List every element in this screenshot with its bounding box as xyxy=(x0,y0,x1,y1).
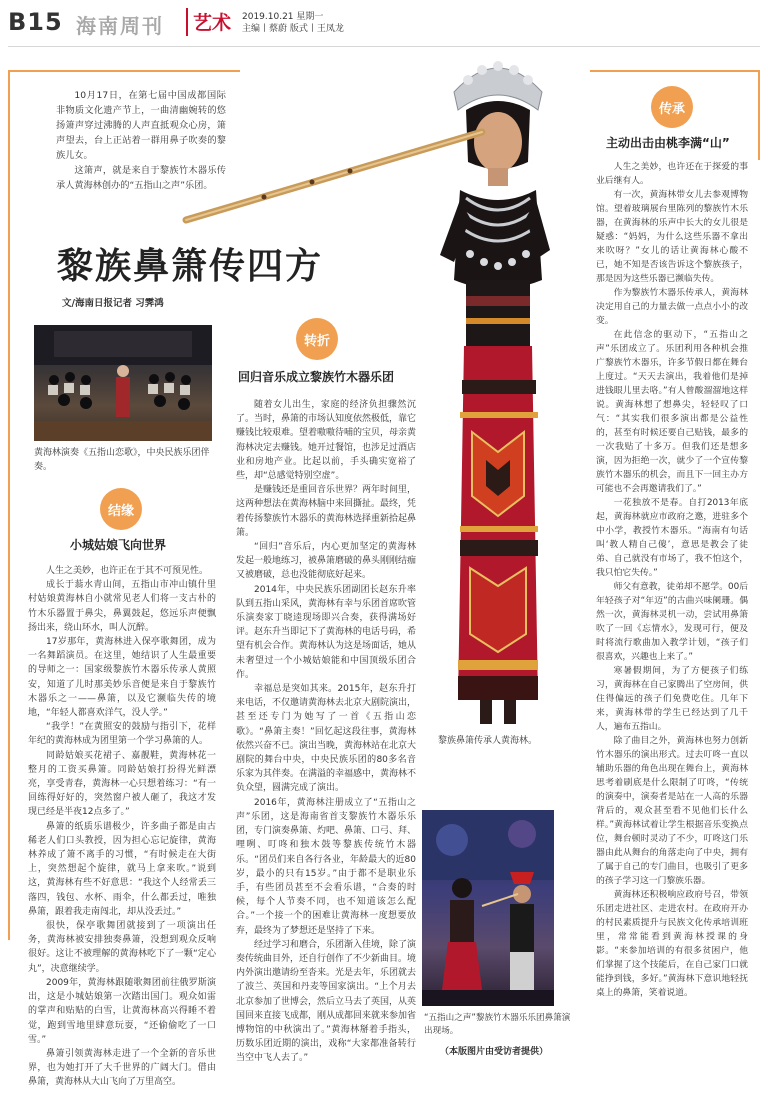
article-column-left xyxy=(28,564,216,1104)
issue-meta xyxy=(242,11,344,35)
header-rule xyxy=(8,46,760,47)
page-header xyxy=(0,0,768,44)
article-column-middle xyxy=(236,398,416,1108)
section-badge-chuancheng: 传承 xyxy=(651,86,693,128)
paragraph: 人生之美妙，也许还在于探爱的事业后继有人。 xyxy=(596,162,748,186)
stage-photo-caption: “五指山之声”黎族竹木器乐乐团鼻箫演出现场。 xyxy=(424,1013,571,1036)
paragraph: 2009年，黄海林跟随歌舞团前往俄罗斯演出，这是小城姑娘第一次踏出国门。观众如雷的掌声和贴贴的白雪，让黄海林高兴得睡不着觉，跑到雪地里肆意玩耍，“还偷偷吃了一口雪。” xyxy=(28,977,216,1045)
paragraph: 同龄姑娘买花裙子、嘉靓鞋，黄海林花一整月的工资买鼻箫。同龄姑娘打扮得光鲜漂亮，享受青春，黄海林一心只想着练习：“有一回练得好好的，突然窗户被人砸了，我这才发现已经是半夜12点多了。” xyxy=(28,750,216,818)
issue-date: 2019.10.21 星期一 xyxy=(242,12,324,22)
paragraph: 除了曲目之外，黄海林也努力创新竹木器乐的演出形式。过去叮咚一直以辅助乐器的角色出现在舞台上，黄海林思考着刷底是什么限制了叮咚，“传统的演奏中，演奏者是站在一人高的乐器背后的，观众甚至看不见他们长什么样。”黄海林试着让学生根据音乐变换点位，舞台顿时灵动了不少，叮咚这门乐器由此从舞台的角落走向了中央，拥有了属于自己的专门曲目，也吸引了更多的孩子学习这一门黎族乐器。 xyxy=(596,736,748,886)
stage-illustration xyxy=(422,810,554,1006)
intro-paragraph: 10月17日，在第七届中国成都国际非物质文化遗产节上，一曲清幽婉转的悠扬箫声穿过沸腾的人声直抵观众心房，箫声望去，台上正站着一群用鼻子吹奏的黎族儿女。 xyxy=(56,90,226,161)
paragraph: 人生之美妙，也许正在于其不可预见性。 xyxy=(46,566,209,576)
paragraph: 成长于蓊水青山间，五指山市冲山镇什里村姑娘黄海林自小就常见老人们将一支古朴的竹木乐器置于鼻尖，鼻翼鼓起，悠远乐声便飘扬出来，绕山环水，叫人沉醉。 xyxy=(28,580,216,633)
paragraph: “回归”音乐后，内心更加坚定的黄海林发起一般地练习，被鼻箫磨破的鼻头刚刚结痂又被磨破，总也没能彻底好起来。 xyxy=(236,542,416,581)
paragraph: 寒暑假期间，为了方便孩子们练习，黄海林在自己家腾出了空房间，供住得偏远的孩子们免费吃住。几年下来，黄海林带的学生已经达到了几千人，遍布五指山。 xyxy=(596,666,748,732)
section-badge-zhuanzhe: 转折 xyxy=(296,318,338,360)
left-frame-line xyxy=(8,70,12,940)
paragraph: “我学！”在黄照安的鼓励与指引下，花样年纪的黄海林成为团里第一个学习鼻箫的人。 xyxy=(28,722,216,747)
paragraph: 师父有意教，徒弟却不愿学。00后年轻孩子对“年迈”的古曲兴味阑珊。偶然一次，黄海林灵机一动，尝试用鼻箫吹了一回《忘情水》，发现可行，便及时将流行歌曲加入教学计划，“孩子们很喜欢，兴趣也上来了。” xyxy=(596,582,748,662)
headline: 黎族鼻箫传四方 xyxy=(57,245,324,287)
section-title-middle: 回归音乐成立黎族竹木器乐团 xyxy=(238,370,395,384)
paragraph: 鼻箫引领黄海林走进了一个全新的音乐世界，也为她打开了大千世界的广阔大门。借由鼻箫，黄海林从大山飞向了万里高空。 xyxy=(28,1048,216,1088)
main-photo-caption: 黎族鼻箫传承人黄海林。 xyxy=(438,736,538,746)
section-title-right: 主动出击由桃李满“山” xyxy=(606,136,730,150)
section-name: 艺术 xyxy=(193,12,232,34)
paragraph: 经过学习和磨合，乐团渐入佳境，除了演奏传统曲目外，还自行创作了不少新曲目。境内外演出邀请纷至沓来。光是去年，乐团就去了波兰、英国和丹麦等国家演出。“上个月去北京参加了世博会，然后立马去了英国，从英国回来直接飞成都，刚从成都回来就来参加省博物馆的中秋演出了。”黄海林掰着手指头，历数乐团近期的演出，戏称“大家都准备转行当空中飞人去了。” xyxy=(236,939,416,1064)
paragraph: 2014年，中央民族乐团副团长赵东升率队到五指山采风，黄海林有幸与乐团首席吹管乐演奏家丁晓逵现场即兴合奏，获得满场好评。赵东升当即记下了黄海林的电话号码，希望有机会合作。黄海林认为这是场面话，她从未奢望过一个小城姑娘能和中国顶级乐团合作。 xyxy=(236,584,416,680)
editors-line: 主编丨蔡蔚 版式丨王凤龙 xyxy=(242,24,344,34)
paragraph: 有一次，黄海林带女儿去参观博物馆。望着玻璃展台里陈列的黎族竹木乐器，在黄海林的乐声中长大的女儿很是疑惑：“妈妈，为什么这些乐器不拿出来吹呀？”女儿的话让黄海林心酸不已，她不知是否该告诉这个黎族孩子，那是因为这些乐器已濒临失传。 xyxy=(596,190,748,284)
paragraph: 随着女儿出生，家庭的经济负担骤然沉了。当时，鼻箫的市场认知度依然极低，靠它赚钱比较艰难。望着嗷嗷待哺的宝贝，母亲黄海林决定去赚钱。她开过餐馆，也涉足过酒店业和房地产业。比起以前，手头确实宽裕了些，却“总感觉特别空虚”。 xyxy=(236,400,416,482)
paragraph: 是赚钱还是重回音乐世界？两年时间里，这两种想法在黄海林脑中来回撕扯。最终，凭着传扬黎族竹木器乐的黄海林选择重新拾起鼻箫。 xyxy=(236,485,416,538)
paragraph: 很快，保亭歌舞团就接到了一项演出任务，黄海林被安排独奏鼻箫，没想到观众反响很好。这让不被理解的黄海林吃下了一颗“定心丸”，决意继续学。 xyxy=(28,921,216,974)
paragraph: 17岁那年，黄海林进入保亭歌舞团，成为一名舞蹈演员。在这里，她结识了人生最重要的导师之一：国家级黎族竹木器乐传承人黄照安，知道了儿时那美妙乐音便是来自于黎族竹木器乐之一——鼻箫，以及它濒临失传的境地，“年轻人都喜欢洋气，没人学。” xyxy=(28,637,216,719)
newspaper-name: 海南周刊 xyxy=(76,14,164,38)
stage-performance-photo xyxy=(422,810,554,1006)
section-title-left: 小城姑娘飞向世界 xyxy=(70,538,167,552)
orchestra-illustration xyxy=(34,325,212,441)
article-column-right xyxy=(596,160,748,1110)
paragraph: 2016年，黄海林注册成立了“五指山之声”乐团，这是海南省首支黎族竹木器乐乐团，专门演奏鼻箫、灼吧、鼻箫、口弓、拜、哩咧、叮咚和独木鼓等黎族传统竹木器乐。“团员们来自各行各业，年龄最大的近80岁，最小的只有15岁。”由于都不是职业乐手，有些团员甚至不会看乐谱，“合奏的时候，每个人节奏不同，也不知道该怎么配合。”一个接一个的困难让黄海林一度想要放弃，最终为了梦想还是坚持了下来。 xyxy=(236,797,416,936)
paragraph: 一花独放不是春。自打2013年底起，黄海林就应市政府之邀，进驻多个中小学，教授竹木器乐。“海南有句话叫‘教人精自己傻’，意思是教会了徒弟、自己就没有市场了，我不怕这个，我只怕它失传。” xyxy=(596,498,748,578)
paragraph: 幸福总是突如其来。2015年，赵东升打来电话，不仅邀请黄海林去北京大剧院演出，甚至还专门为她写了一首《五指山恋歌》。“鼻箫主奏！”回忆起这段往事，黄海林依然兴奋不已。演出当晚，黄海林站在北京大剧院的舞台中央，中央民族乐团的80多名音乐家为其伴奏。在满溢的幸福感中，黄海林不负众望，圆满完成了演出。 xyxy=(236,684,416,794)
section-badge-jieyuan: 结缘 xyxy=(100,488,142,530)
page-number: B15 xyxy=(8,8,63,36)
intro-paragraph: 这箫声，就是来自于黎族竹木器乐传承人黄海林创办的“五指山之声”乐团。 xyxy=(56,165,226,191)
orchestra-photo-caption: 黄海林演奏《五指山恋歌》，中央民族乐团伴奏。 xyxy=(34,448,210,472)
photo-credit: （本版图片由受访者提供） xyxy=(440,1047,549,1057)
paragraph: 鼻箫的纸质乐谱极少，许多曲子都是由古稀老人们口头教授，因为担心忘记旋律，黄海林养成了箫不离手的习惯，“有时候走在大街上，突然想起个旋律，就马上拿来吹。”说到这，黄海林有些不好意思：“我这个人经常丢三落四，钱包、水杯、雨伞，什么都丢过，唯独鼻箫，跟着我走南闯北，却从没丢过。” xyxy=(28,821,216,917)
nose-flute-icon xyxy=(180,120,490,230)
paragraph: 作为黎族竹木器乐传承人，黄海林决定用自己的力量去做一点点小小的改变。 xyxy=(596,288,748,326)
paragraph: 在此信念的驱动下，“五指山之声”乐团成立了。乐团利用各种机会推广黎族竹木器乐，许多节假日都在舞台上度过。“天天去演出，我着他们是掉进钱眼儿里去咯。”有人曾酸溜溜地这样说。黄海林想了想鼻尖，轻轻叹了口气：“其实我们很多演出都是公益性的，甚至有时候还要自己贴钱，最多的一次我贴了十多万。但我们还是想多演，因为拒绝一次，就少了一个宣传黎族竹木器乐的机会，而且下一回主办方可能也不会再邀请我们了。” xyxy=(596,330,748,494)
byline: 文/海南日报记者 习霁鸿 xyxy=(62,298,164,309)
section-divider xyxy=(186,8,188,36)
orchestra-photo xyxy=(34,325,212,441)
paragraph: 黄海林还积极响应政府号召，带领乐团走进社区、走进农村。在政府开办的村民素质提升与民族文化传承培训班里，常常能看到黄海林授课的身影。“来参加培训的有很多贫困户，他们掌握了这个技能后，在自己家门口就能挣到钱，多好。”黄海林下意识地轻抚桌上的鼻箫，笑着说道。 xyxy=(596,890,748,998)
